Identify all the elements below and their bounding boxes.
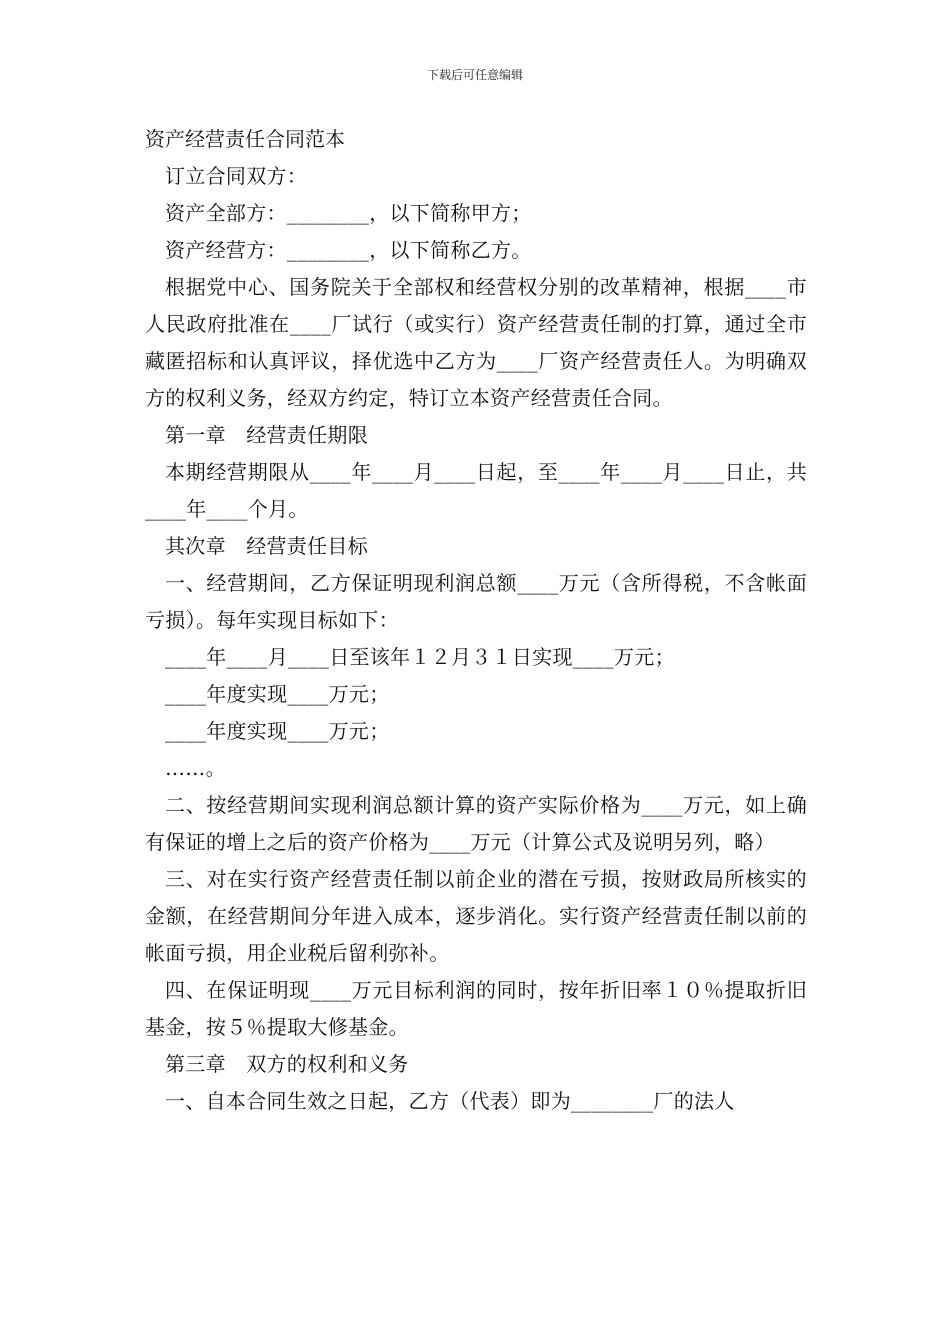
paragraph-term: 本期经营期限从____年____月____日起，至____年____月____日止，共____年____个月。 (145, 460, 807, 521)
chapter-3-heading: 第三章 双方的权利和义务 (165, 1052, 409, 1076)
paragraph-party-a: 资产全部方：________，以下简称甲方； (165, 201, 532, 225)
paragraph-target-3: 三、对在实行资产经营责任制以前企业的潜在亏损，按财政局所核实的金额，在经营期间分年进入成本，逐步消化。实行资产经营责任制以前的帐面亏损，用企业税后留利弥补。 (145, 867, 807, 965)
paragraph-target-2: 二、按经营期间实现利润总额计算的资产实际价格为____万元，如上确有保证的增上之后的资产价格为____万元（计算公式及说明另列，略） (145, 793, 807, 854)
chapter-2-heading: 其次章 经营责任目标 (165, 534, 368, 558)
paragraph-ellipsis: ……。 (165, 756, 226, 780)
document-title: 资产经营责任合同范本 (145, 127, 345, 151)
paragraph-parties: 订立合同双方： (165, 164, 308, 188)
paragraph-target-1: 一、经营期间，乙方保证明现利润总额____万元（含所得税，不含帐面亏损）。每年实现目标如下： (145, 571, 807, 632)
paragraph-target-year-3: ____年度实现____万元； (165, 719, 390, 743)
page-header-note: 下载后可任意编辑 (426, 68, 523, 82)
document-body (145, 121, 807, 1120)
paragraph-target-year-2: ____年度实现____万元； (165, 682, 390, 706)
paragraph-target-4: 四、在保证明现____万元目标利润的同时，按年折旧率１０％提取折旧基金，按５％提取大修基金。 (145, 978, 807, 1039)
paragraph-target-year-1: ____年____月____日至该年１２月３１日实现____万元； (165, 645, 675, 669)
paragraph-rights-1: 一、自本合同生效之日起，乙方（代表）即为________厂的法人 (165, 1089, 735, 1113)
paragraph-preamble: 根据党中心、国务院关于全部权和经营权分别的改革精神，根据____市人民政府批准在____厂试行（或实行）资产经营责任制的打算，通过全市藏匿招标和认真评议，择优选中乙方为____厂资产经营责任人。为明确双方的权利义务，经双方约定，特订立本资产经营责任合同。 (145, 275, 807, 410)
paragraph-party-b: 资产经营方：________，以下简称乙方。 (165, 238, 532, 262)
chapter-1-heading: 第一章 经营责任期限 (165, 423, 368, 447)
